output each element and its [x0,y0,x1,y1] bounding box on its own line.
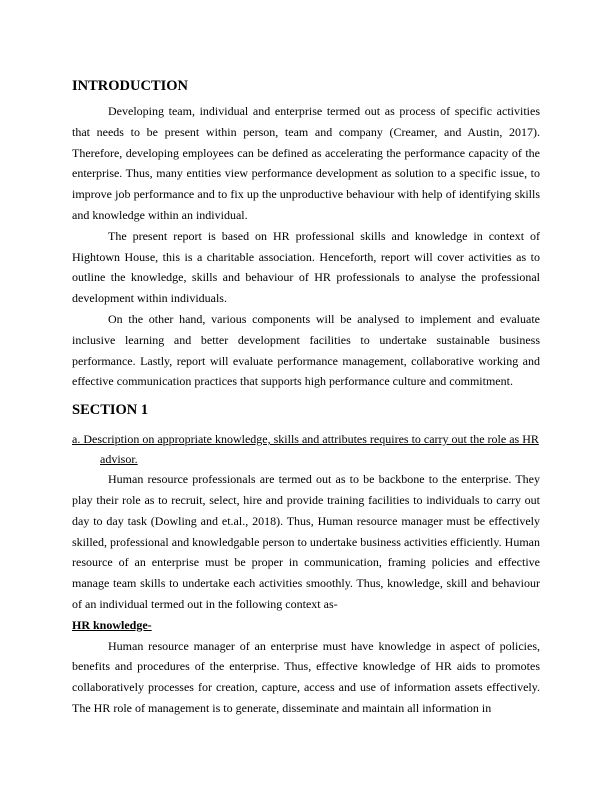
section1-heading: SECTION 1 [72,402,149,419]
intro-paragraph-1: Developing team, individual and enterprise termed out as process of specific activities that needs to be present within person, team and company (Creamer, and Austin, 2017). Therefore, developing employees can be defined as accelerating the performance capacity of the enterprise. Thus, many entities view performance development as solution to a specific issue, to improve job performance and to fix up the unproductive behaviour with help of identifying skills and knowledge within an individual. [72,104,540,222]
intro-paragraph-2: The present report is based on HR professional skills and knowledge in context of Hightown House, this is a charitable association. Henceforth, report will cover activities as to outline the knowledge, skills and behaviour of HR professionals to analyse the professional development within individuals. [72,228,540,306]
hr-knowledge-heading: HR knowledge- [72,617,152,632]
introduction-heading: INTRODUCTION [72,78,189,94]
section1-subheading: a. Description on appropriate knowledge, skills and attributes requires to carry out the role as HR advisor. [72,432,539,467]
intro-paragraph-3: On the other hand, various components will be analysed to implement and evaluate inclusive learning and better development facilities to undertake sustainable business performance. Lastly, report will evaluate performance management, collaborative working and effective communication practices that supports high performance culture and commitment. [72,311,540,389]
document-body [72,77,540,719]
section1-paragraph-2: Human resource manager of an enterprise must have knowledge in aspect of policies, benefits and procedures of the enterprise. Thus, effective knowledge of HR aids to promotes collaboratively processes for creation, capture, access and use of information assets effectively. The HR role of management is to generate, disseminate and maintain all information in [72,638,540,715]
section1-paragraph-1: Human resource professionals are termed out as to be backbone to the enterprise. They play their role as to recruit, select, hire and provide training facilities to individuals to carry out day to day task (Dowling and et.al., 2018). Thus, Human resource manager must be effectively skilled, professional and knowledgable person to undertake business activities efficiently. Human resource of an enterprise must be proper in communication, framing policies and effective manage team skills to undertake each activities smoothly. Thus, knowledge, skill and behaviour of an individual termed out in the following context as- [72,472,540,611]
